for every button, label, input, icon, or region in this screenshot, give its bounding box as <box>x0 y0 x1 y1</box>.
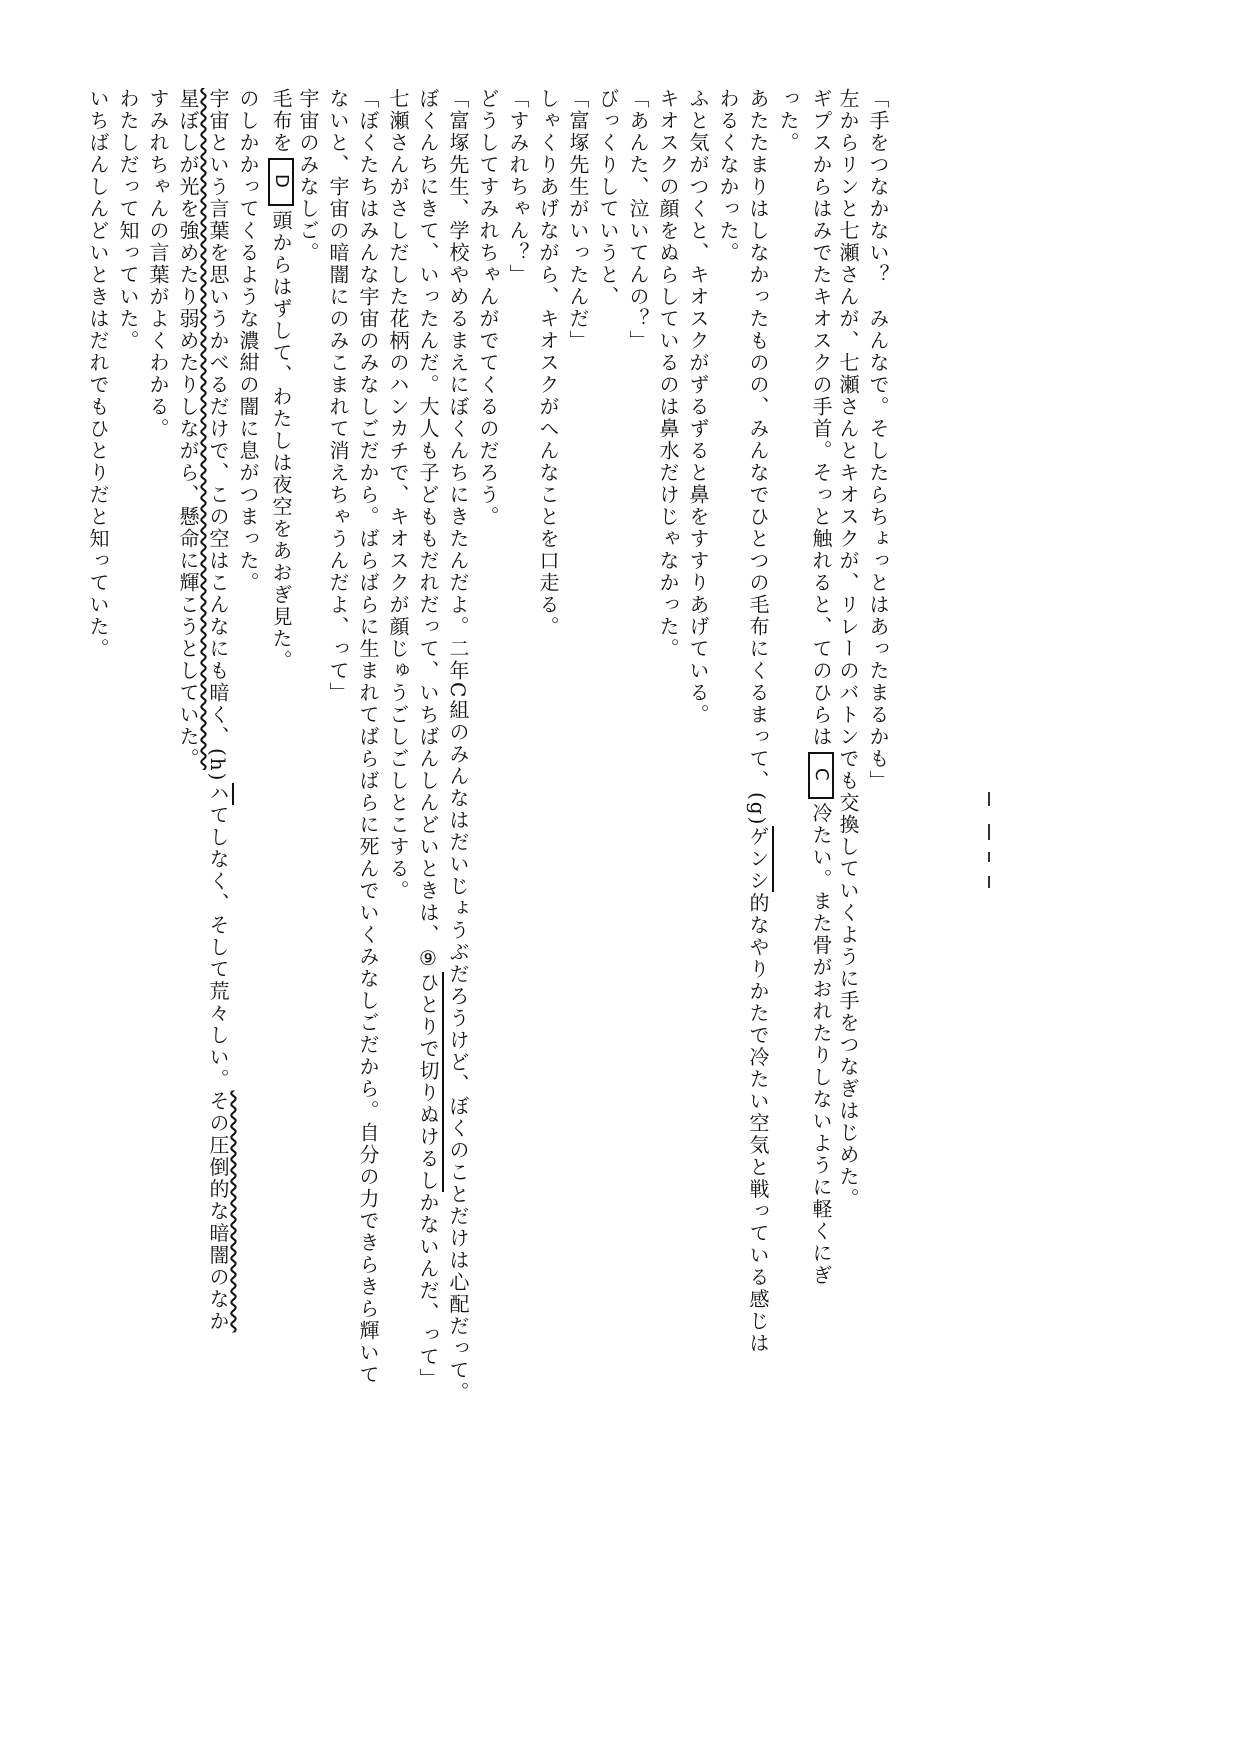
text-column: ギプスからはみでたキオスクの手首。そっと触れると、てのひらはC冷たい。また骨がおれたりしないように軽くにぎ <box>809 88 833 1287</box>
text-column: ぼくんちにきて、いったんだ。大人も子どももだれだって、いちばんしんどいときは、⑨ひとりで切りぬけるしかないんだ、って」 <box>418 88 438 1390</box>
text-column: あたたまりはしなかったものの、みんなでひとつの毛布にくるまって、(g)ゲンシ的なやりかたで冷たい空気と戦っている感じは <box>748 88 768 1354</box>
text-column: わたしだって知っていた。 <box>116 88 140 352</box>
text-column: った。 <box>776 88 800 154</box>
question-label-h: (h) <box>206 748 230 783</box>
text-column: 「手をつなかない？ みんなで。そしたらちょっとはあったまるかも」 <box>866 88 890 792</box>
underlined-word-h: ハ <box>206 783 234 805</box>
question-label-9: ⑨ <box>416 946 440 972</box>
underlined-word-g: ゲンシ <box>746 826 774 892</box>
text-column: 七瀬さんがさしだした花柄のハンカチで、キオスクが顔じゅうごしごしとこする。 <box>386 88 410 902</box>
text-column: どうしてすみれちゃんがでてくるのだろう。 <box>476 88 500 528</box>
text-column: すみれちゃんの言葉がよくわかる。 <box>146 88 170 440</box>
wavy-underlined-phrase: 星ぼしが光を強めたり弱めたりしながら、懸命に輝こうとしていた。 <box>176 88 200 770</box>
text-column: 「ぼくたちはみんな宇宙のみなしごだから。ばらばらに生まれてばらばらに死んでいくみなしごだから。自分の力できらきら輝いて <box>356 88 380 1386</box>
blank-c-box: C <box>808 752 834 799</box>
text-column: 「富塚先生、学校やめるまえにぼくんちにきたんだよ。二年C組のみんなはだいじょうぶだろうけど、ぼくのことだけは心配だって。 <box>446 88 470 1404</box>
text-column: しゃくりあげながら、キオスクがへんなことを口走る。 <box>536 88 560 638</box>
text-column: わるくなかった。 <box>716 88 740 264</box>
text-column: 左からリンと七瀬さんが、七瀬さんとキオスクが、リレーのバトンでも交換していくように手をつなぎはじめた。 <box>836 88 860 1210</box>
margin-tick-marks <box>978 792 1000 902</box>
text-column: 毛布をD頭からはずして、わたしは夜空をあおぎ見た。 <box>269 88 293 672</box>
blank-d-box: D <box>268 158 294 206</box>
text-column: キオスクの顔をぬらしているのは鼻水だけじゃなかった。 <box>656 88 680 660</box>
text-column: ふと気がつくと、キオスクがずるずると鼻をすすりあげている。 <box>686 88 710 726</box>
text-column: 「あんた、泣いてんの？」 <box>626 88 650 352</box>
text-column: 宇宙という言葉を思いうかべるだけで、この空はこんなにも暗く、(h)ハてしなく、そして荒々しい。その圧倒的な暗闇のなか <box>208 88 228 1333</box>
text-column <box>178 88 198 770</box>
underlined-phrase-9: ひとりで切りぬけるし <box>416 972 444 1192</box>
text-column: のしかかってくるような濃紺の闇に息がつまった。 <box>236 88 260 594</box>
text-column: ないと、宇宙の暗闇にのみこまれて消えちゃうんだよ、って」 <box>326 88 350 704</box>
text-column: いちばんしんどいときはだれでもひとりだと知っていた。 <box>86 88 110 660</box>
text-column: びっくりしていうと、 <box>596 88 620 308</box>
question-label-g: (g) <box>746 792 770 827</box>
wavy-underlined-phrase: その圧倒的な暗闇のなか <box>206 1090 230 1333</box>
text-column: 「すみれちゃん？」 <box>506 88 530 286</box>
text-column: 宇宙のみなしご。 <box>296 88 320 264</box>
text-column: 「富塚先生がいったんだ」 <box>566 88 590 352</box>
